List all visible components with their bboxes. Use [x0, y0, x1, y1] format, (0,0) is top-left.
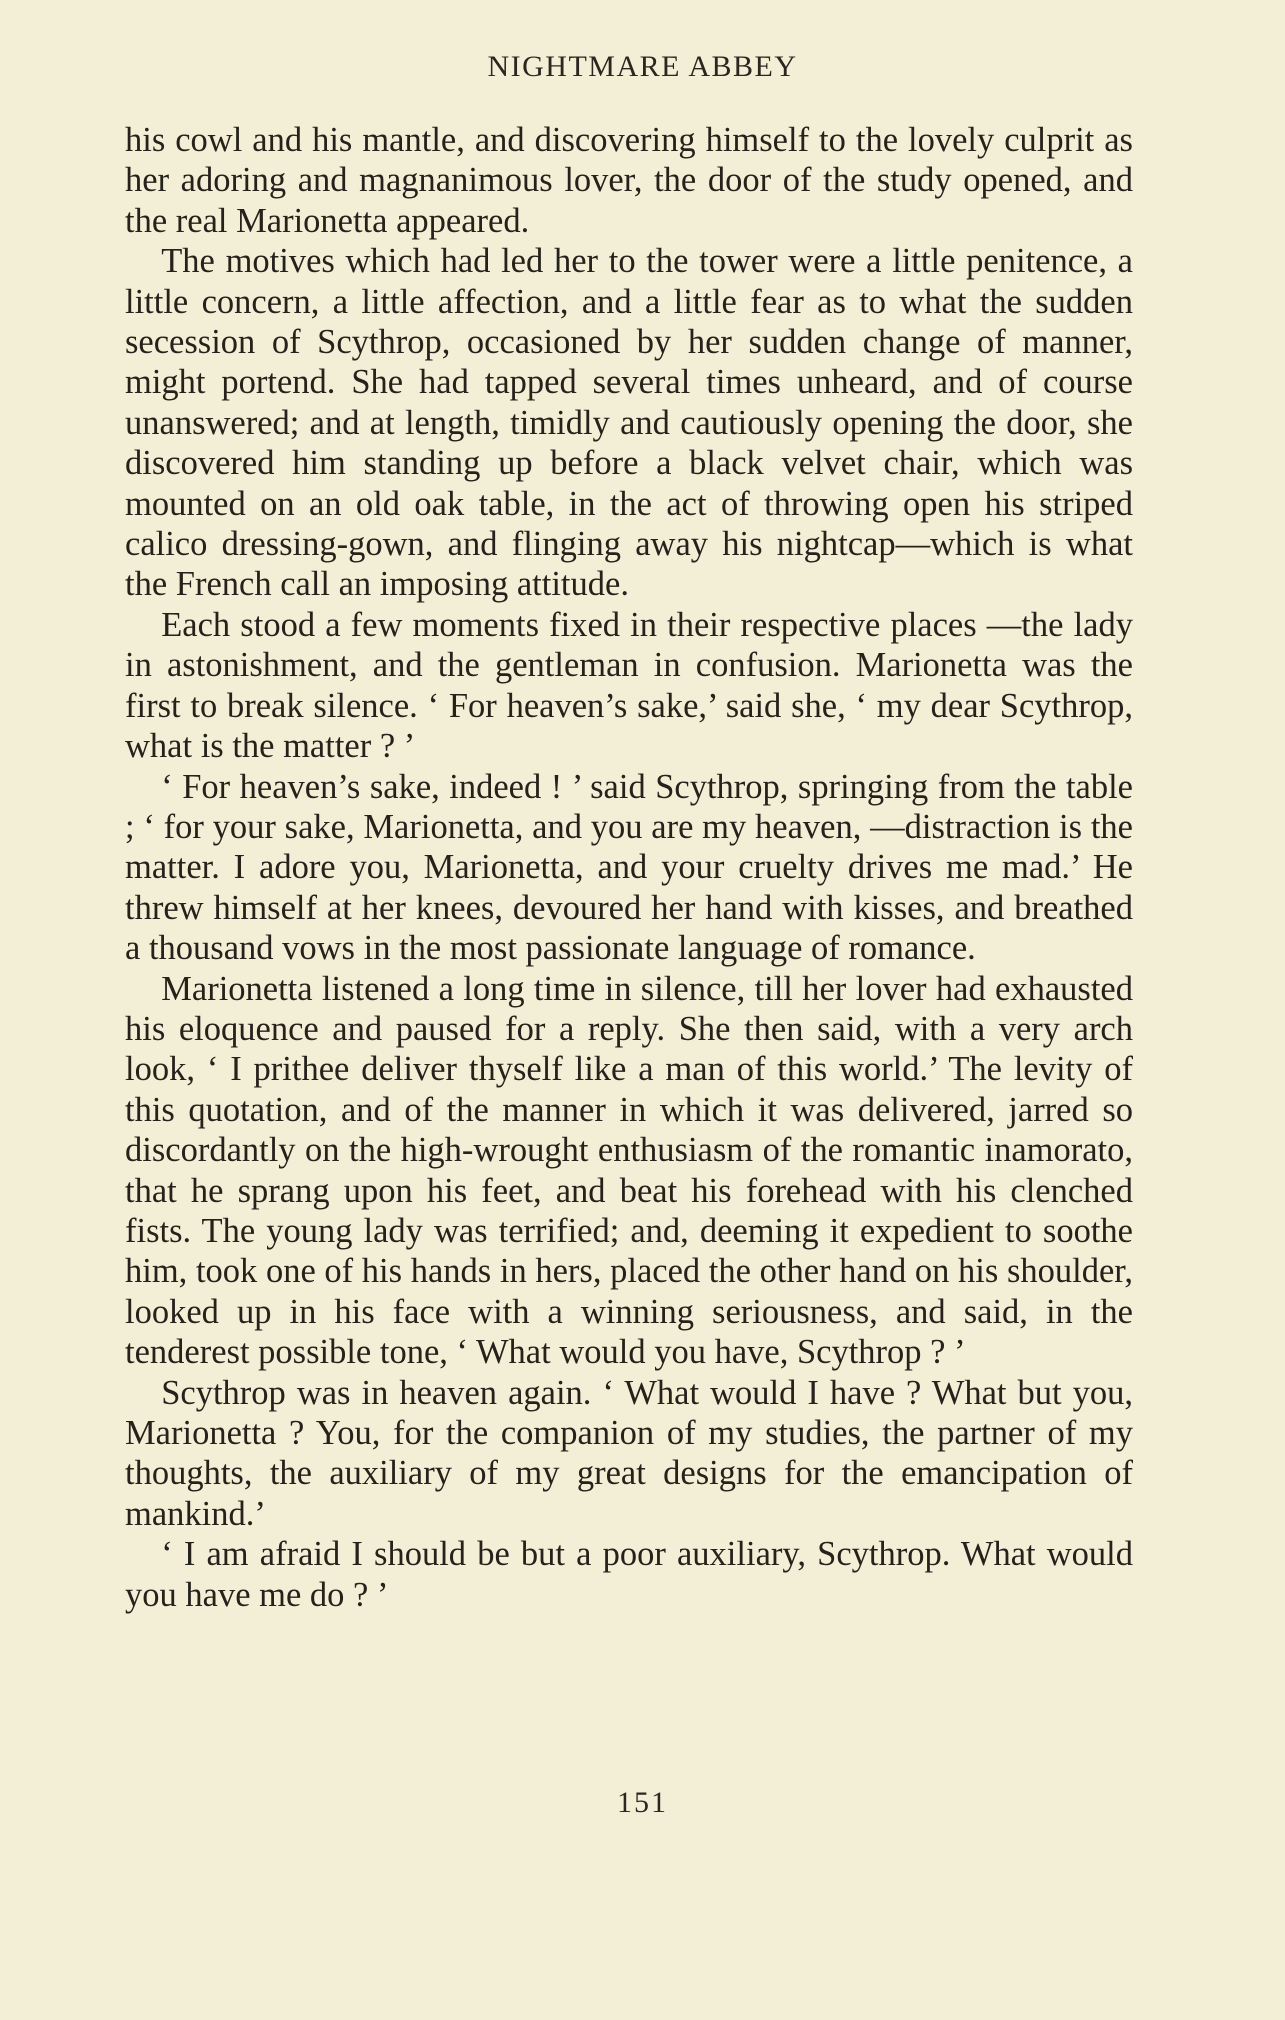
paragraph: ‘ I am afraid I should be but a poor auxiliary, Scythrop. What would you have me do ? ’: [125, 1535, 1133, 1614]
paragraph-continuation: his cowl and his mantle, and discovering himself to the lovely culprit as her adoring and magnanimous lover, the door of the study opened, and the real Marionetta appeared.: [125, 121, 1133, 240]
paragraph: Marionetta listened a long time in silence, till her lover had exhausted his eloquence and paused for a reply. She then said, with a very arch look, ‘ I prithee deliver thyself like a man of this world.’ The levity of this quotation, and of the manner in which it was delivered, jarred so discordantly on the high-wrought enthusiasm of the romantic inamorato, that he sprang upon his feet, and beat his forehead with his clenched fists. The young lady was terrified; and, deeming it expedient to soothe him, took one of his hands in hers, placed the other hand on his shoulder, looked up in his face with a winning seriousness, and said, in the tenderest possible tone, ‘ What would you have, Scythrop ? ’: [125, 969, 1133, 1372]
page-number: 151: [617, 1786, 668, 1819]
paragraph: Each stood a few moments fixed in their respective places —the lady in astonishment, and the gentleman in confusion. Marionetta was the first to break silence. ‘ For heaven’s sake,’ said she, ‘ my dear Scythrop, what is the matter ? ’: [125, 605, 1133, 766]
paragraph: ‘ For heaven’s sake, indeed ! ’ said Scythrop, springing from the table ; ‘ for your sake, Marionetta, and you are my heaven, —distraction is the matter. I adore you, Marionetta, and your cruelty drives me mad.’ He threw himself at her knees, devoured her hand with kisses, and breathed a thousand vows in the most passionate language of romance.: [125, 767, 1133, 968]
paragraph: The motives which had led her to the tower were a little penitence, a little concern, a little affection, and a little fear as to what the sudden secession of Scythrop, occasioned by her sudden change of manner, might portend. She had tapped several times unheard, and of course unanswered; and at length, timidly and cautiously opening the door, she discovered him standing up before a black velvet chair, which was mounted on an old oak table, in the act of throwing open his striped calico dressing-gown, and flinging away his nightcap—which is what the French call an imposing attitude.: [125, 242, 1133, 604]
body-text: [125, 120, 1133, 1615]
paragraph: Scythrop was in heaven again. ‘ What would I have ? What but you, Marionetta ? You, for the companion of my studies, the partner of my thoughts, the auxiliary of my great designs for the emancipation of mankind.’: [125, 1373, 1133, 1533]
running-head-title: NIGHTMARE ABBEY: [487, 50, 798, 83]
